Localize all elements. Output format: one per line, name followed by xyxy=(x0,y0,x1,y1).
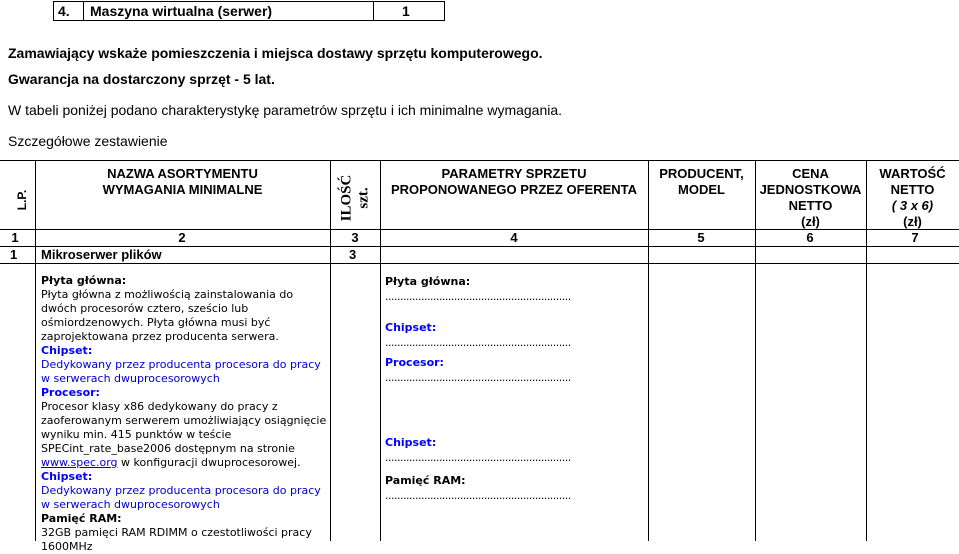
column-number: 7 xyxy=(911,230,919,245)
item-quantity: 1 xyxy=(402,3,410,19)
header-unit-price: CENA JEDNOSTKOWA NETTO (zł) xyxy=(759,166,862,229)
column-number: 4 xyxy=(510,230,518,245)
item-header-table xyxy=(53,1,445,21)
spec-heading-chipset: Chipset: xyxy=(41,344,93,357)
offer-label-ram: Pamięć RAM: xyxy=(385,474,466,487)
offer-label-chipset: Chipset: xyxy=(385,321,437,334)
header-net-value: WARTOŚĆ NETTO ( 3 x 6) (zł) xyxy=(879,166,946,229)
header-parameters: PARAMETRY SPRZETU PROPONOWANEGO PRZEZ OFERENTA xyxy=(390,166,638,197)
spec-heading-chipset-2: Chipset: xyxy=(41,470,93,483)
requirements-text: Płyta główna: Płyta główna z możliwością zainstalowania do dwóch procesorów cztero, sześcio lub ośmiordzenowych. Płyta główna musi być zaprojektowana przez producenta serwera. Chipset: Dedykowany przez producenta procesora do pracy w serwerach dwuprocesorowych Procesor: Procesor klasy x86 dedykowany do pracy z zaoferowanym serwerem umożliwiający osiągnięcie wyniku min. 415 punktów w teście SPECint_rate_base2006 dostępnym na stronie www.spec.org w konfiguracji dwuprocesorowej. Chipset: Dedykowany przez producenta procesora do pracy w serwerach dwuprocesorowych Pamięć RAM: 32GB pamięci RAM RDIMM o czestotliwości pracy 1600MHz xyxy=(41,274,327,553)
offer-field-ram[interactable]: .............................................................. xyxy=(385,489,571,502)
column-number: 6 xyxy=(806,230,814,245)
header-producer: PRODUCENT, MODEL xyxy=(659,166,744,197)
row-lp: 1 xyxy=(10,247,18,262)
offer-label-chipset-2: Chipset: xyxy=(385,436,437,449)
column-number: 2 xyxy=(178,230,186,245)
item-name: Maszyna wirtualna (serwer) xyxy=(84,2,374,20)
spec-heading-ram: Pamięć RAM: xyxy=(41,512,122,525)
row-quantity: 3 xyxy=(349,247,357,262)
spec-heading-motherboard: Płyta główna: xyxy=(41,274,127,287)
header-lp: L.P. xyxy=(15,189,29,211)
offer-fields xyxy=(385,274,571,503)
item-number: 4. xyxy=(54,2,84,20)
offer-label-motherboard: Płyta główna: xyxy=(385,275,471,288)
header-name: NAZWA ASORTYMENTU WYMAGANIA MINIMALNE xyxy=(102,166,263,197)
spec-heading-processor: Procesor: xyxy=(41,386,100,399)
header-quantity: ILOŚĆ szt. xyxy=(338,174,371,222)
offer-field-chipset-2[interactable]: .............................................................. xyxy=(385,451,571,464)
paragraph-detail-heading: Szczegółowe zestawienie xyxy=(8,133,168,149)
row-item-name: Mikroserwer plików xyxy=(41,247,162,262)
offer-field-chipset[interactable]: .............................................................. xyxy=(385,336,571,349)
offer-field-processor[interactable]: .............................................................. xyxy=(385,371,571,384)
offer-field-motherboard[interactable]: .............................................................. xyxy=(385,290,571,303)
paragraph-table-intro: W tabeli poniżej podano charakterystykę parametrów sprzętu i ich minimalne wymagania. xyxy=(8,102,563,118)
paragraph-delivery: Zamawiający wskaże pomieszczenia i miejsca dostawy sprzętu komputerowego. xyxy=(8,45,543,61)
column-number: 1 xyxy=(11,230,19,245)
column-number: 5 xyxy=(697,230,705,245)
offer-label-processor: Procesor: xyxy=(385,356,444,369)
column-number: 3 xyxy=(351,230,359,245)
paragraph-warranty: Gwarancja na dostarczony sprzęt - 5 lat. xyxy=(8,71,275,87)
spec-org-link[interactable]: www.spec.org xyxy=(41,456,118,469)
